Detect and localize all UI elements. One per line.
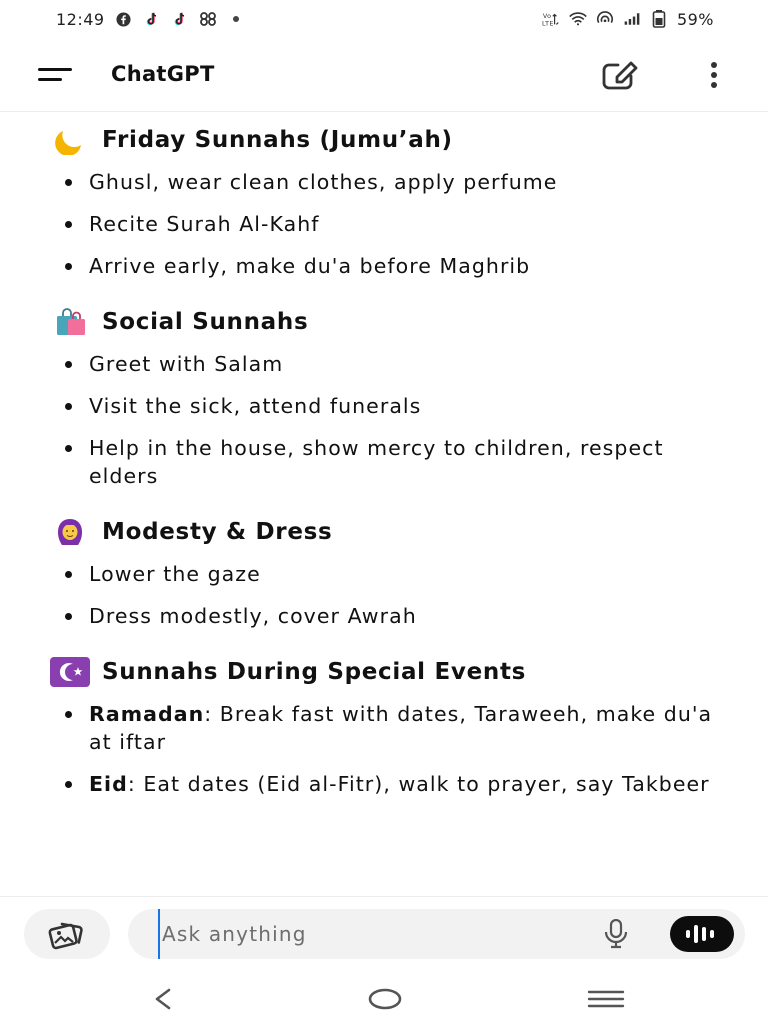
battery-percent: 59% (676, 9, 714, 29)
signal-icon (623, 10, 641, 28)
section-heading (0, 644, 768, 700)
voice-mode-button[interactable] (670, 916, 734, 952)
input-box (128, 909, 745, 959)
wifi-icon (569, 10, 587, 28)
list-item (0, 392, 768, 420)
message-input[interactable] (158, 909, 578, 959)
attach-image-button[interactable] (24, 909, 110, 959)
recent-apps-icon (584, 984, 628, 1014)
menu-button[interactable] (36, 60, 74, 90)
status-bar (0, 0, 768, 38)
new-chat-button[interactable] (600, 60, 640, 92)
bullet-list (0, 168, 768, 280)
list-item (0, 434, 768, 490)
star-and-crescent-icon (50, 657, 90, 687)
tiktok-icon (171, 10, 189, 28)
shopping-bags-icon (50, 307, 90, 337)
battery-icon (650, 10, 668, 28)
home-icon (364, 984, 406, 1014)
bullet-list (0, 350, 768, 490)
facebook-icon (115, 10, 133, 28)
chat-message (0, 112, 768, 896)
list-item-text: Ghusl, wear clean clothes, apply perfume (89, 170, 558, 194)
back-button[interactable] (145, 984, 179, 1014)
dictate-button[interactable] (598, 919, 634, 949)
list-item (0, 252, 768, 280)
system-nav-bar (0, 970, 768, 1024)
section-title-text: Friday Sunnahs (Jumu’ah) (102, 127, 453, 153)
list-item-text: : Eat dates (Eid al-Fitr), walk to prayer, say Takbeer (127, 772, 710, 796)
list-item-bold: Eid (89, 772, 128, 796)
svg-text:LTE: LTE (541, 20, 554, 27)
section-heading (0, 112, 768, 168)
status-right (542, 0, 714, 38)
list-item-bold: Ramadan (89, 702, 205, 726)
list-item-text: Visit the sick, attend funerals (89, 394, 422, 418)
bullet-list (0, 560, 768, 630)
crescent-moon-icon (50, 125, 90, 155)
microphone-icon (598, 919, 634, 949)
list-item (0, 560, 768, 588)
status-time: 12:49 (56, 9, 105, 29)
more-options-button[interactable] (700, 60, 728, 92)
section-friday-sunnahs (0, 112, 768, 280)
woman-with-headscarf-icon (50, 517, 90, 547)
pinwheel-icon (199, 10, 217, 28)
svg-text:Vo: Vo (542, 13, 552, 21)
image-gallery-icon (45, 918, 89, 950)
list-item (0, 700, 768, 756)
section-special-events (0, 644, 768, 798)
app-header (0, 38, 768, 112)
list-item-text: Dress modestly, cover Awrah (89, 604, 417, 628)
section-title-text: Modesty & Dress (102, 519, 333, 545)
section-heading (0, 504, 768, 560)
back-icon (145, 984, 179, 1014)
list-item (0, 602, 768, 630)
list-item (0, 210, 768, 238)
list-item (0, 770, 768, 798)
volte-icon (542, 10, 560, 28)
list-item-text: : Break fast with dates, Taraweeh, make du'a at iftar (89, 702, 713, 754)
section-title-text: Sunnahs During Special Events (102, 659, 527, 685)
compose-icon (600, 60, 640, 92)
hotspot-icon (596, 10, 614, 28)
recent-apps-button[interactable] (584, 984, 628, 1014)
dot-icon (227, 10, 245, 28)
voice-mode-icon (683, 923, 721, 945)
list-item-text: Recite Surah Al-Kahf (89, 212, 320, 236)
status-left (56, 10, 245, 29)
section-social-sunnahs (0, 294, 768, 490)
bullet-list (0, 700, 768, 798)
list-item (0, 350, 768, 378)
composer (0, 896, 768, 970)
home-button[interactable] (364, 984, 406, 1014)
section-modesty-dress (0, 504, 768, 630)
list-item-text: Lower the gaze (89, 562, 261, 586)
tiktok-icon (143, 10, 161, 28)
list-item-text: Greet with Salam (89, 352, 284, 376)
more-vertical-icon (700, 60, 728, 92)
page-title: ChatGPT (111, 62, 215, 86)
list-item-text: Help in the house, show mercy to children, respect elders (89, 436, 664, 488)
section-heading (0, 294, 768, 350)
list-item (0, 168, 768, 196)
menu-icon (36, 60, 74, 90)
list-item-text: Arrive early, make du'a before Maghrib (89, 254, 531, 278)
section-title-text: Social Sunnahs (102, 309, 309, 335)
